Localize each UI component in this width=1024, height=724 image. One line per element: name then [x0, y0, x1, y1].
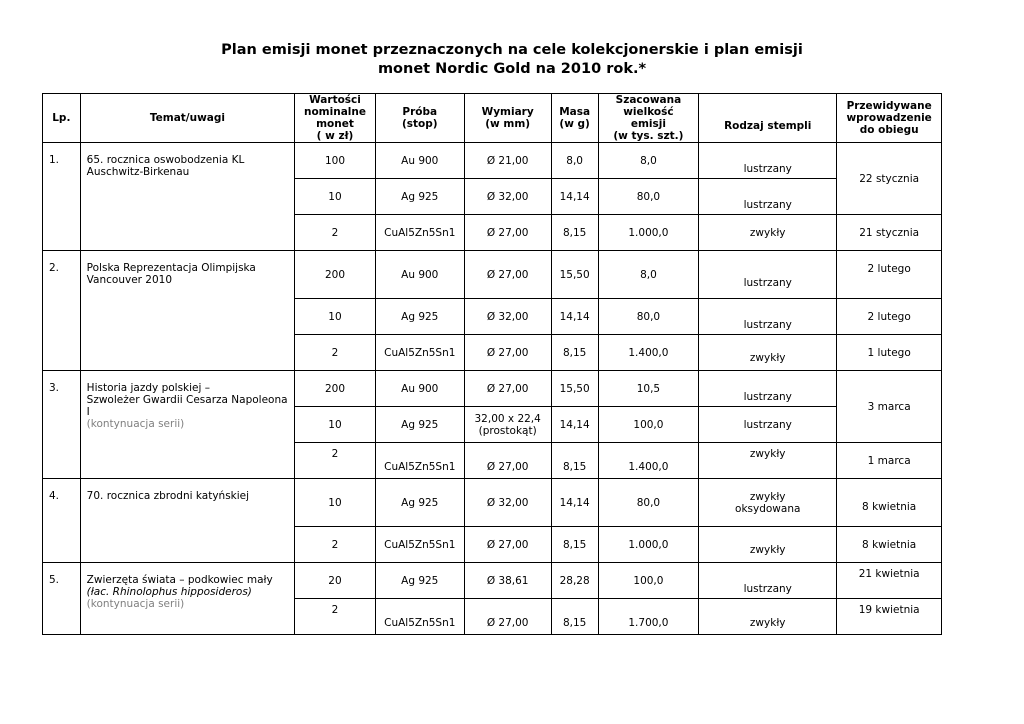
dimension-cell: Ø 27,00 [464, 527, 551, 563]
cell-text: lustrzany [743, 390, 792, 403]
cell-text: zwykły [749, 616, 786, 629]
header-temat [80, 94, 295, 143]
topic-cell [80, 251, 295, 371]
die-type-cell [699, 599, 837, 635]
release-date-cell: 1 marca [837, 443, 942, 479]
cell-text: 1.700,0 [628, 616, 669, 629]
cell-text: (prostokąt) [478, 424, 537, 437]
mass-cell: 8,15 [551, 527, 598, 563]
die-type-cell [699, 563, 837, 599]
alloy-cell: Au 900 [375, 251, 464, 299]
cell-text: 19 kwietnia [858, 603, 920, 616]
cell-text: Ø 27,00 [486, 460, 529, 473]
title-line-2: monet Nordic Gold na 2010 rok.* [377, 61, 647, 77]
alloy-cell: Ag 925 [375, 299, 464, 335]
release-date-cell [837, 479, 942, 527]
mass-cell: 8,0 [551, 143, 598, 179]
die-type-cell [699, 479, 837, 527]
dimension-cell: Ø 27,00 [464, 215, 551, 251]
dimension-cell [464, 599, 551, 635]
value-cell: 2 [295, 335, 376, 371]
cell-text: (łac. Rhinolophus hipposideros) [86, 586, 252, 598]
release-date-cell: 2 lutego [837, 299, 942, 335]
value-cell: 10 [295, 179, 376, 215]
mintage-cell: 100,0 [598, 407, 698, 443]
die-type-cell [699, 335, 837, 371]
value-cell: 100 [295, 143, 376, 179]
die-type-cell: lustrzany [699, 407, 837, 443]
table-row [43, 143, 942, 179]
cell-text: (w mm) [485, 118, 531, 130]
topic-cell [80, 563, 295, 635]
mass-cell: 14,14 [551, 407, 598, 443]
release-date-cell: 1 lutego [837, 335, 942, 371]
release-date-cell [837, 563, 942, 599]
cell-text: Szwoleżer Gwardii Cesarza Napoleona [86, 394, 288, 406]
header-przewidywane [837, 94, 942, 143]
title-line-1: Plan emisji monet przeznaczonych na cele kolekcjonerskie i plan emisji [221, 42, 803, 58]
die-type-cell [699, 371, 837, 407]
cell-text: 32,00 x 22,4 [474, 412, 541, 425]
cell-text: lustrzany [743, 198, 792, 211]
header-rodzaj [699, 94, 837, 143]
cell-text: CuAl5Zn5Sn1 [384, 616, 456, 629]
dimension-cell: Ø 27,00 [464, 251, 551, 299]
header-lp [43, 94, 81, 143]
dimension-cell: Ø 27,00 [464, 335, 551, 371]
header-wartosc [295, 94, 376, 143]
cell-text: (stop) [401, 118, 438, 130]
table-row [43, 479, 942, 527]
mintage-cell: 1.000,0 [598, 527, 698, 563]
mintage-cell: 1.400,0 [598, 335, 698, 371]
alloy-cell: Au 900 [375, 371, 464, 407]
release-date-cell [837, 599, 942, 635]
coin-emission-table [42, 93, 942, 635]
mintage-cell: 80,0 [598, 479, 698, 527]
release-date-cell: 8 kwietnia [837, 527, 942, 563]
cell-text: wprowadzenie [846, 112, 932, 124]
mass-cell [551, 599, 598, 635]
cell-text: 21 kwietnia [858, 567, 920, 580]
cell-text: Historia jazdy polskiej – [86, 382, 211, 394]
cell-text: ( w zł) [316, 130, 354, 142]
value-cell [295, 443, 376, 479]
cell-text: do obiegu [859, 124, 919, 136]
release-date-cell [837, 251, 942, 299]
cell-text: Polska Reprezentacja Olimpijska [86, 262, 256, 274]
mass-cell: 8,15 [551, 335, 598, 371]
mass-cell: 8,15 [551, 215, 598, 251]
cell-text: oksydowana [735, 502, 801, 515]
dimension-cell: Ø 38,61 [464, 563, 551, 599]
cell-text: CuAl5Zn5Sn1 [384, 460, 456, 473]
mass-cell: 15,50 [551, 371, 598, 407]
alloy-cell: Ag 925 [375, 563, 464, 599]
cell-text: 2 [331, 447, 339, 460]
cell-text: (kontynuacja serii) [86, 598, 185, 610]
cell-text: I [86, 406, 90, 418]
row-number: 2. [43, 251, 81, 371]
mass-cell [551, 443, 598, 479]
row-number: 5. [43, 563, 81, 635]
cell-text: zwykły [749, 447, 786, 460]
dimension-cell: Ø 32,00 [464, 179, 551, 215]
cell-text: lustrzany [743, 318, 792, 331]
cell-text: Rodzaj stempli [724, 120, 812, 132]
row-number: 4. [43, 479, 81, 563]
release-date-cell: 21 stycznia [837, 215, 942, 251]
cell-text: 1.400,0 [628, 460, 669, 473]
cell-text: lustrzany [743, 162, 792, 175]
header-masa [551, 94, 598, 143]
die-type-cell [699, 299, 837, 335]
mass-cell: 14,14 [551, 299, 598, 335]
cell-text: Vancouver 2010 [86, 274, 173, 286]
cell-text: lustrzany [743, 276, 792, 289]
row-number: 3. [43, 371, 81, 479]
dimension-cell: Ø 32,00 [464, 479, 551, 527]
cell-text: lustrzany [743, 582, 792, 595]
die-type-cell [699, 527, 837, 563]
mintage-cell: 80,0 [598, 299, 698, 335]
alloy-cell: CuAl5Zn5Sn1 [375, 335, 464, 371]
header-szacowana [598, 94, 698, 143]
mintage-cell: 1.000,0 [598, 215, 698, 251]
topic-cell [80, 371, 295, 479]
cell-text: Wartości [309, 94, 361, 106]
mintage-cell: 100,0 [598, 563, 698, 599]
header-proba [375, 94, 464, 143]
value-cell: 20 [295, 563, 376, 599]
cell-text: 8,15 [562, 460, 587, 473]
value-cell: 200 [295, 251, 376, 299]
cell-text: Szacowana [615, 94, 682, 106]
table-row [43, 563, 942, 599]
alloy-cell: Au 900 [375, 143, 464, 179]
cell-text: Ø 27,00 [486, 616, 529, 629]
release-date-cell: 22 stycznia [837, 143, 942, 215]
die-type-cell [699, 251, 837, 299]
document-title [0, 41, 1024, 79]
dimension-cell: Ø 32,00 [464, 299, 551, 335]
value-cell: 2 [295, 527, 376, 563]
dimension-cell [464, 407, 551, 443]
cell-text: 2 [331, 603, 339, 616]
cell-text: nominalne [303, 106, 366, 118]
value-cell: 200 [295, 371, 376, 407]
mass-cell: 15,50 [551, 251, 598, 299]
alloy-cell: Ag 925 [375, 479, 464, 527]
die-type-cell [699, 143, 837, 179]
value-cell: 10 [295, 407, 376, 443]
dimension-cell: Ø 27,00 [464, 371, 551, 407]
header-wymiary [464, 94, 551, 143]
alloy-cell [375, 599, 464, 635]
value-cell: 10 [295, 299, 376, 335]
cell-text: (kontynuacja serii) [86, 418, 185, 430]
mintage-cell [598, 443, 698, 479]
topic-cell [80, 143, 295, 251]
alloy-cell: Ag 925 [375, 179, 464, 215]
mintage-cell [598, 599, 698, 635]
alloy-cell: CuAl5Zn5Sn1 [375, 527, 464, 563]
mintage-cell: 80,0 [598, 179, 698, 215]
mintage-cell: 10,5 [598, 371, 698, 407]
cell-text: Auschwitz-Birkenau [86, 166, 190, 178]
die-type-cell [699, 443, 837, 479]
cell-text: (w g) [559, 118, 590, 130]
topic-cell: 70. rocznica zbrodni katyńskiej [80, 479, 295, 563]
cell-text: 8,15 [562, 616, 587, 629]
value-cell [295, 599, 376, 635]
mintage-cell: 8,0 [598, 251, 698, 299]
cell-text: Temat/uwagi [149, 112, 226, 124]
cell-text: Zwierzęta świata – podkowiec mały [86, 574, 273, 586]
cell-text: zwykły [749, 490, 786, 503]
alloy-cell: Ag 925 [375, 407, 464, 443]
release-date-cell: 3 marca [837, 371, 942, 443]
cell-text: emisji [630, 118, 666, 130]
value-cell: 2 [295, 215, 376, 251]
header-row [43, 94, 942, 143]
mass-cell: 14,14 [551, 479, 598, 527]
table-row [43, 371, 942, 407]
mintage-cell: 8,0 [598, 143, 698, 179]
table-row [43, 251, 942, 299]
mass-cell: 14,14 [551, 179, 598, 215]
cell-text: Wymiary [481, 106, 534, 118]
cell-text: 65. rocznica oswobodzenia KL [86, 154, 245, 166]
cell-text: zwykły [749, 351, 786, 364]
cell-text: zwykły [749, 543, 786, 556]
cell-text: 8 kwietnia [862, 500, 917, 513]
cell-text: Próba [402, 106, 438, 118]
die-type-cell [699, 179, 837, 215]
die-type-cell: zwykły [699, 215, 837, 251]
dimension-cell [464, 443, 551, 479]
mass-cell: 28,28 [551, 563, 598, 599]
cell-text: (w tys. szt.) [613, 130, 684, 142]
row-number: 1. [43, 143, 81, 251]
cell-text: Masa [559, 106, 591, 118]
alloy-cell: CuAl5Zn5Sn1 [375, 215, 464, 251]
cell-text: Przewidywane [846, 100, 932, 112]
dimension-cell: Ø 21,00 [464, 143, 551, 179]
cell-text: wielkość [623, 106, 674, 118]
cell-text: 2 lutego [867, 263, 911, 275]
value-cell: 10 [295, 479, 376, 527]
cell-text: Lp. [52, 112, 71, 124]
alloy-cell [375, 443, 464, 479]
cell-text: monet [316, 118, 354, 130]
